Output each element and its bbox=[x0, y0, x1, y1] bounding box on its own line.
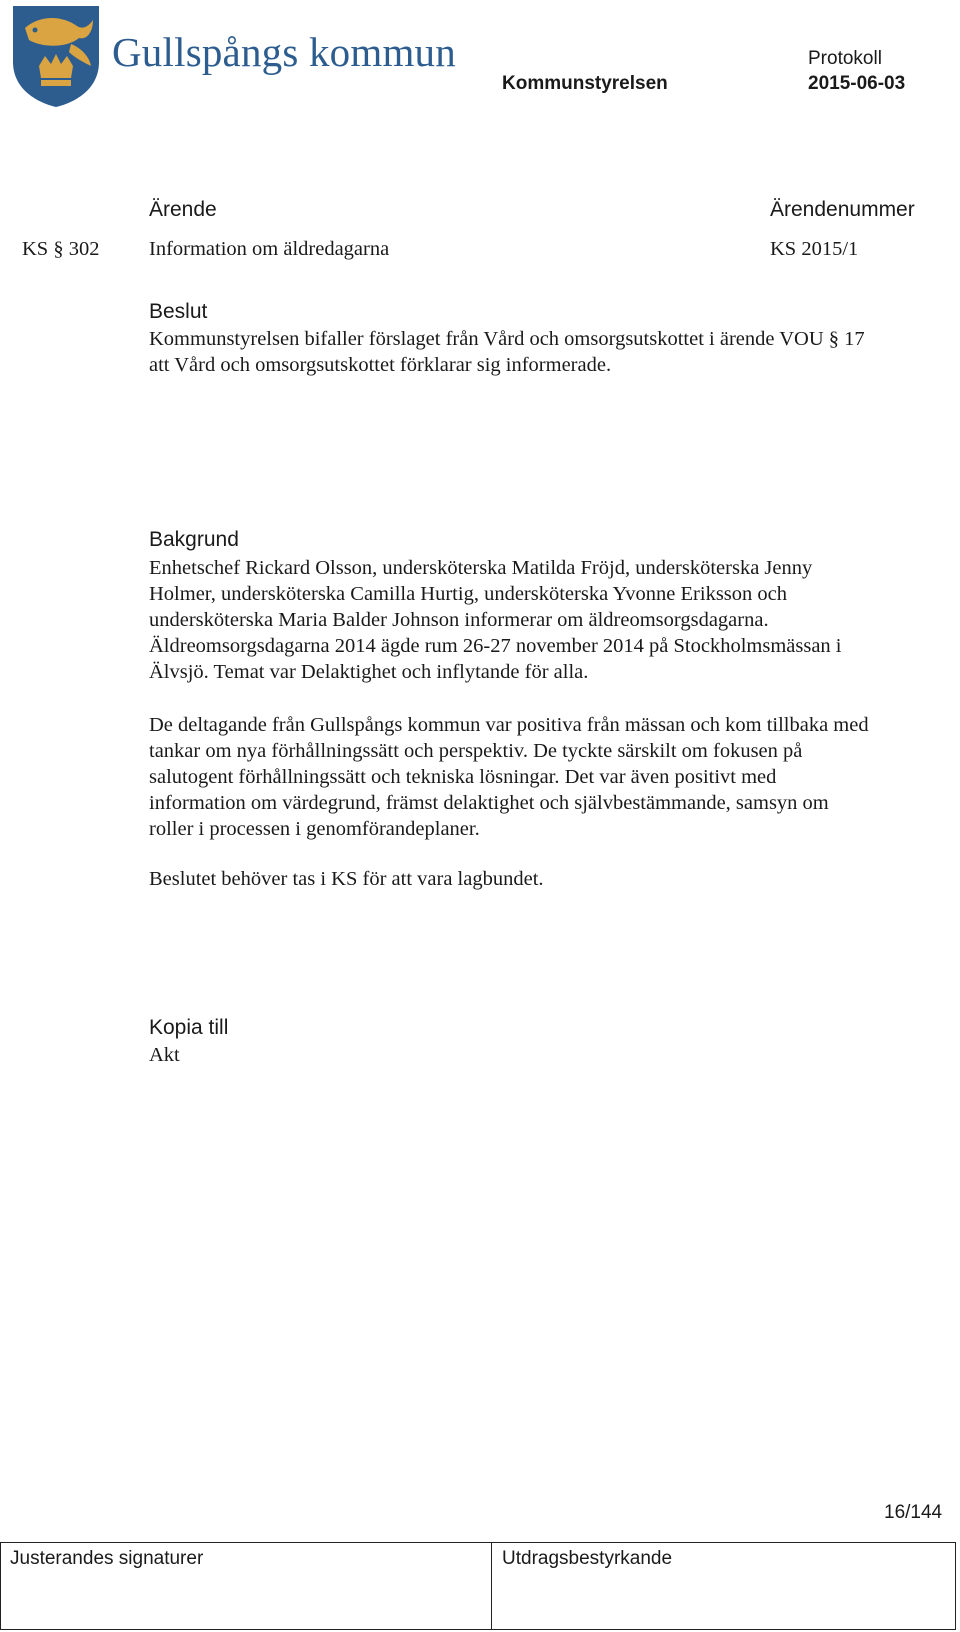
paragraph-line: salutogent förhållningssätt och tekniska lösningar. Det var även positivt med bbox=[149, 766, 777, 788]
bakgrund-paragraph-3: Beslutet behöver tas i KS för att vara lagbundet. bbox=[149, 868, 544, 890]
bakgrund-line: undersköterska Maria Balder Johnson informerar om äldreomsorgsdagarna. bbox=[149, 609, 769, 631]
bakgrund-line: Enhetschef Rickard Olsson, undersköterska Matilda Fröjd, undersköterska Jenny bbox=[149, 557, 813, 579]
bakgrund-heading: Bakgrund bbox=[149, 528, 239, 551]
municipality-coat-of-arms-icon bbox=[11, 4, 101, 108]
document-type: Protokoll bbox=[808, 48, 882, 69]
beslut-text bbox=[149, 326, 949, 378]
logo-text: Gullspångs kommun bbox=[112, 29, 456, 75]
justerandes-signaturer-label: Justerandes signaturer bbox=[10, 1548, 204, 1569]
case-paragraph: KS § 302 bbox=[22, 238, 100, 260]
kopia-heading: Kopia till bbox=[149, 1016, 229, 1039]
beslut-line: Kommunstyrelsen bifaller förslaget från Vård och omsorgsutskottet i ärende VOU § 17 bbox=[149, 328, 865, 350]
bakgrund-line: Holmer, undersköterska Camilla Hurtig, undersköterska Yvonne Eriksson och bbox=[149, 583, 787, 605]
paragraph-line: tankar om nya förhållningssätt och perspektiv. De tyckte särskilt om fokusen på bbox=[149, 740, 803, 762]
board-name: Kommunstyrelsen bbox=[502, 73, 668, 94]
paragraph-line: De deltagande från Gullspångs kommun var positiva från mässan och kom tillbaka med bbox=[149, 714, 869, 736]
arendenummer-label: Ärendenummer bbox=[770, 198, 915, 221]
beslut-heading: Beslut bbox=[149, 300, 208, 323]
bakgrund-paragraph-1 bbox=[149, 555, 949, 685]
signature-box-divider bbox=[491, 1542, 492, 1630]
arende-label: Ärende bbox=[149, 198, 217, 221]
paragraph-line: roller i processen i genomförandeplaner. bbox=[149, 818, 480, 840]
paragraph-line: information om värdegrund, främst delaktighet och självbestämmande, samsyn om bbox=[149, 792, 829, 814]
case-title: Information om äldredagarna bbox=[149, 238, 390, 260]
bakgrund-line: Älvsjö. Temat var Delaktighet och inflytande för alla. bbox=[149, 661, 589, 683]
bakgrund-line: Äldreomsorgsdagarna 2014 ägde rum 26-27 november 2014 på Stockholmsmässan i bbox=[149, 635, 842, 657]
kopia-value: Akt bbox=[149, 1044, 180, 1066]
bakgrund-paragraph-2 bbox=[149, 712, 949, 842]
beslut-line: att Vård och omsorgsutskottet förklarar sig informerade. bbox=[149, 354, 612, 376]
page-number: 16/144 bbox=[884, 1502, 943, 1523]
case-number: KS 2015/1 bbox=[770, 238, 859, 260]
meeting-date: 2015-06-03 bbox=[808, 73, 906, 94]
utdragsbestyrkande-label: Utdragsbestyrkande bbox=[502, 1548, 673, 1569]
